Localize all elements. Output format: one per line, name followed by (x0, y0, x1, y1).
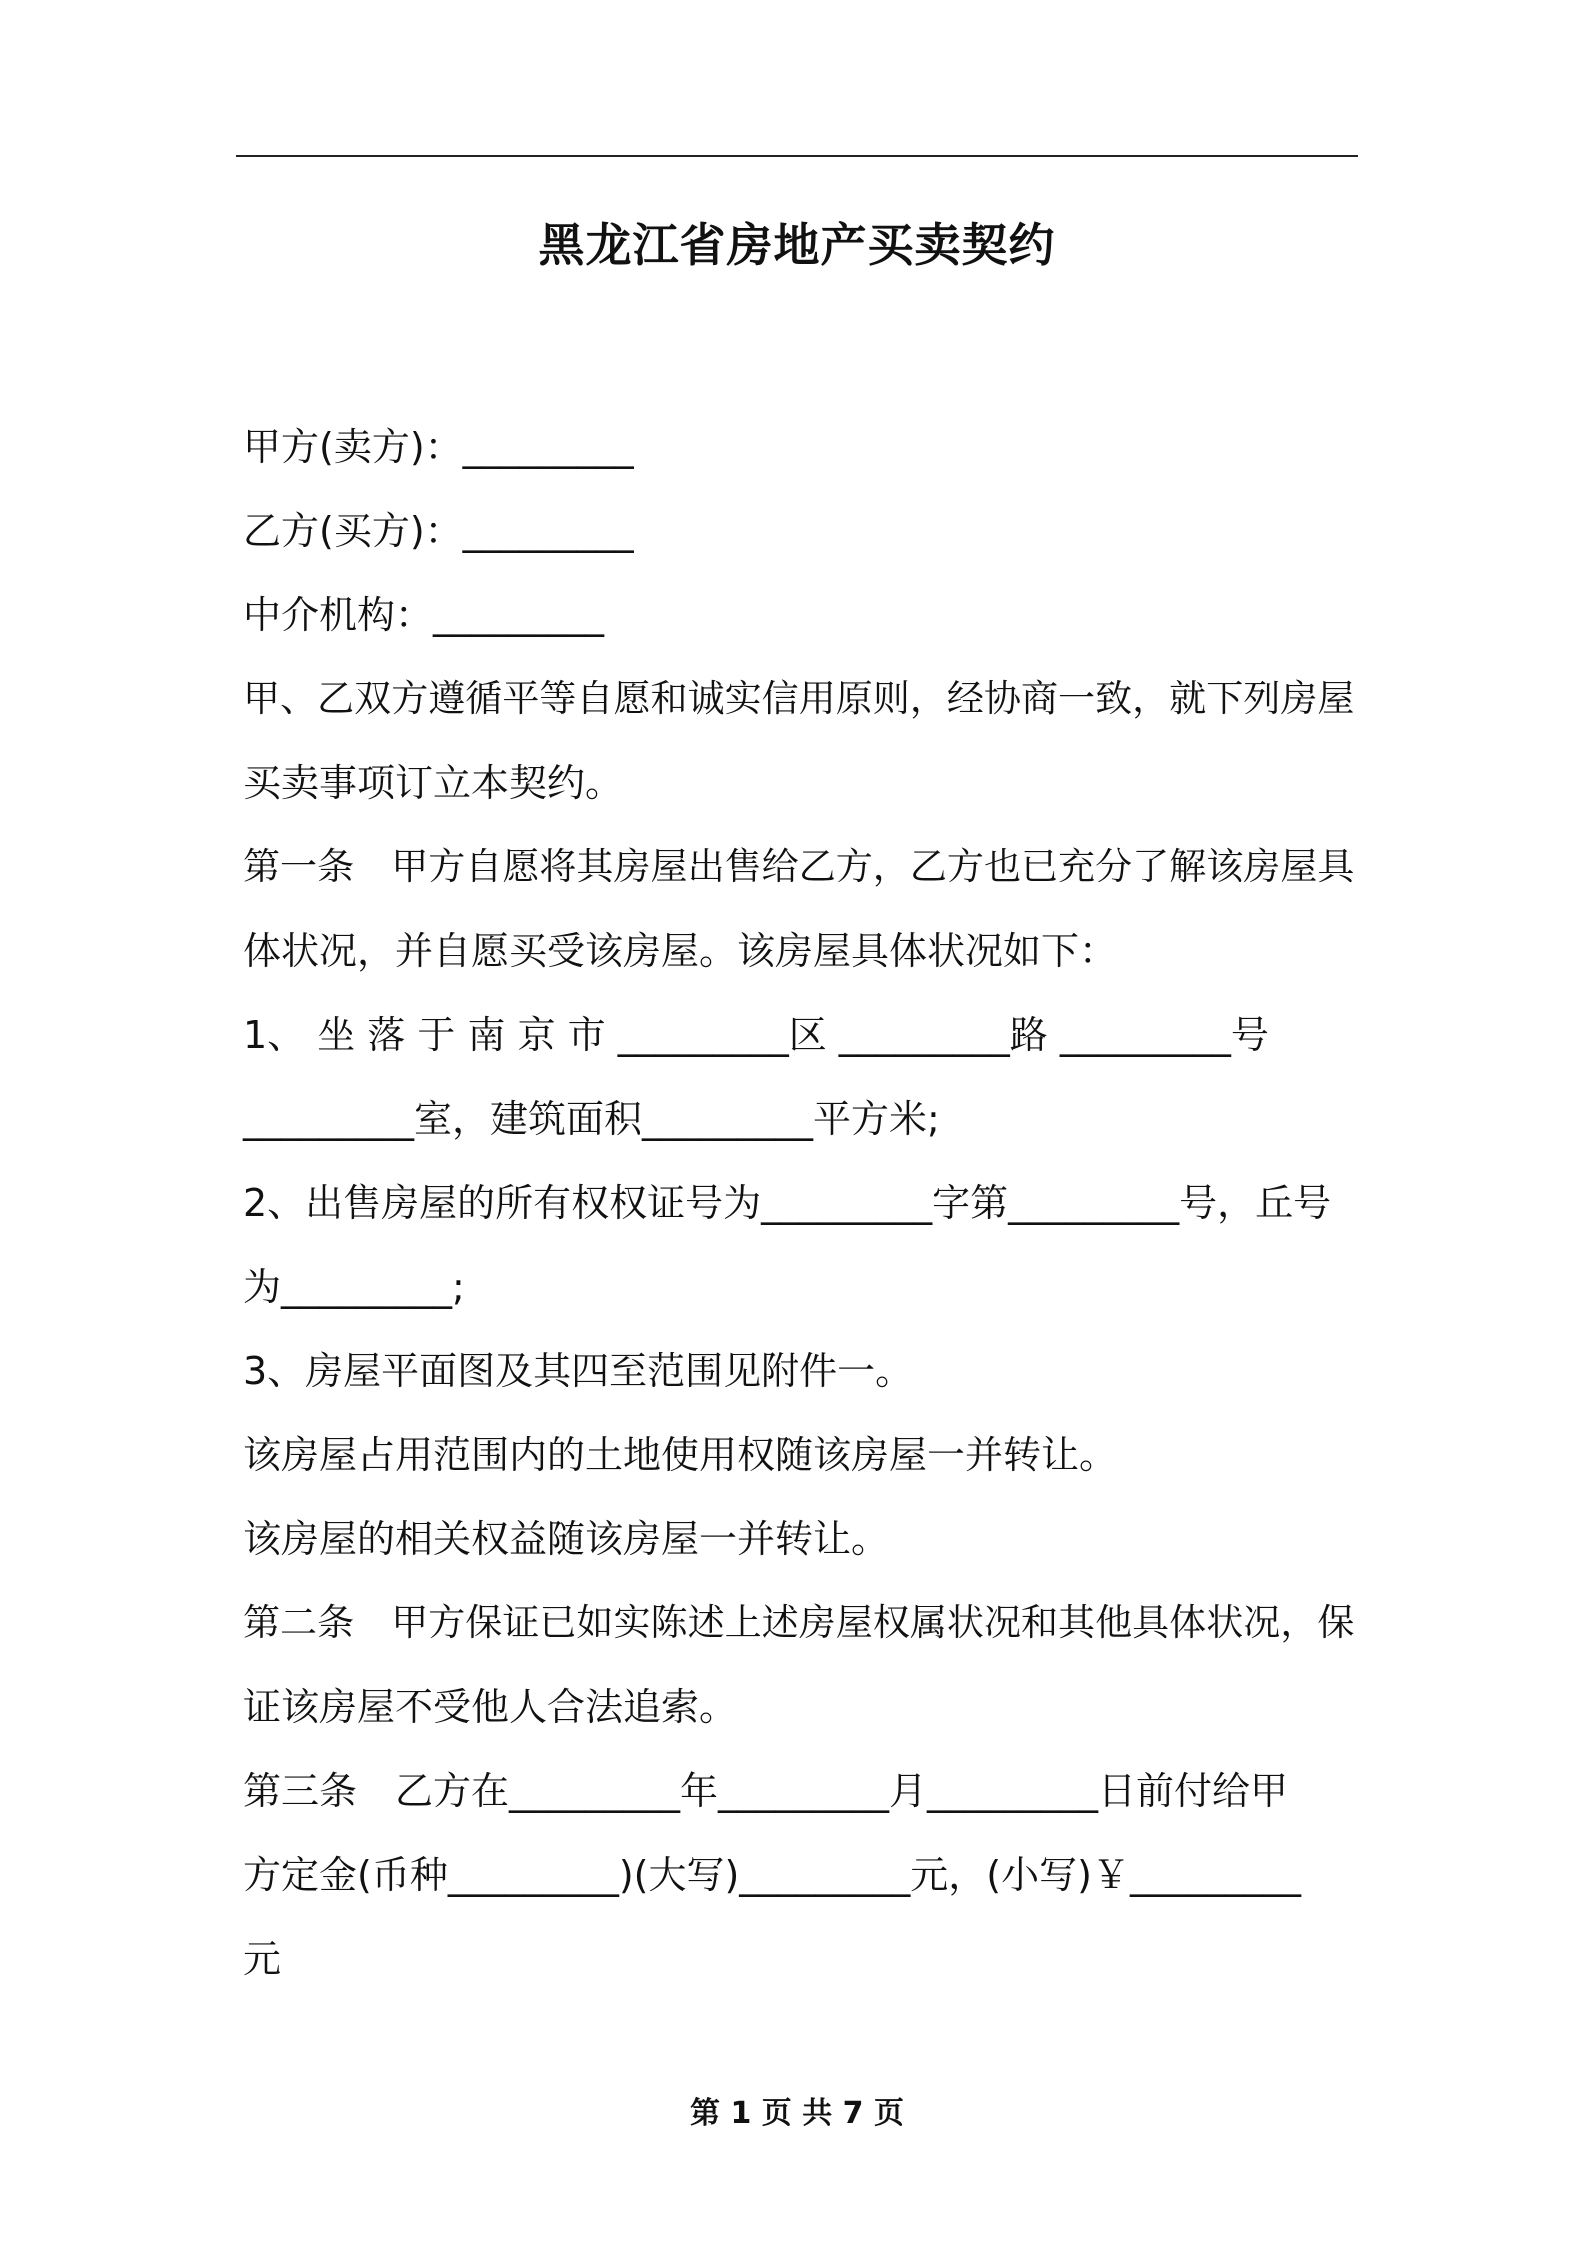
item-2-line-1: 2、出售房屋的所有权权证号为_________字第_________号，丘号 (243, 1181, 1332, 1225)
rights-line: 该房屋的相关权益随该房屋一并转让。 (243, 1517, 890, 1561)
article-3-line-2: 方定金(币种_________)(大写)_________元，(小写)￥_________ (243, 1853, 1301, 1897)
item-3-line: 3、房屋平面图及其四至范围见附件一。 (243, 1349, 914, 1393)
article-1-line-1: 第一条 甲方自愿将其房屋出售给乙方，乙方也已充分了解该房屋具 (243, 845, 1355, 888)
item-2-line-2: 为_________; (243, 1265, 465, 1309)
page-footer: 第 1 页 共 7 页 (690, 2096, 904, 2131)
seller-line: 甲方(卖方)：_________ (243, 425, 634, 469)
document-title: 黑龙江省房地产买卖契约 (538, 218, 1056, 272)
agency-line: 中介机构：_________ (243, 593, 605, 637)
preamble-line-1: 甲、乙双方遵循平等自愿和诚实信用原则，经协商一致，就下列房屋 (243, 677, 1355, 720)
item-1-line-2: _________室，建筑面积_________平方米; (243, 1097, 940, 1141)
header-rule (236, 155, 1358, 157)
land-use-line: 该房屋占用范围内的土地使用权随该房屋一并转让。 (243, 1433, 1118, 1477)
buyer-line: 乙方(买方)：_________ (243, 509, 634, 553)
article-2-line-2: 证该房屋不受他人合法追索。 (243, 1685, 738, 1729)
article-2-line-1: 第二条 甲方保证已如实陈述上述房屋权属状况和其他具体状况，保 (243, 1601, 1355, 1644)
item-1-line-1: 1、 坐 落 于 南 京 市 _________区 _________路 _________号 (243, 1013, 1269, 1057)
article-3-line-1: 第三条 乙方在_________年_________月_________日前付给甲 (243, 1769, 1289, 1813)
preamble-line-2: 买卖事项订立本契约。 (243, 761, 624, 805)
article-1-line-2: 体状况，并自愿买受该房屋。该房屋具体状况如下： (243, 929, 1118, 973)
article-3-line-3: 元 (243, 1937, 282, 1981)
contract-body (243, 405, 1355, 2001)
